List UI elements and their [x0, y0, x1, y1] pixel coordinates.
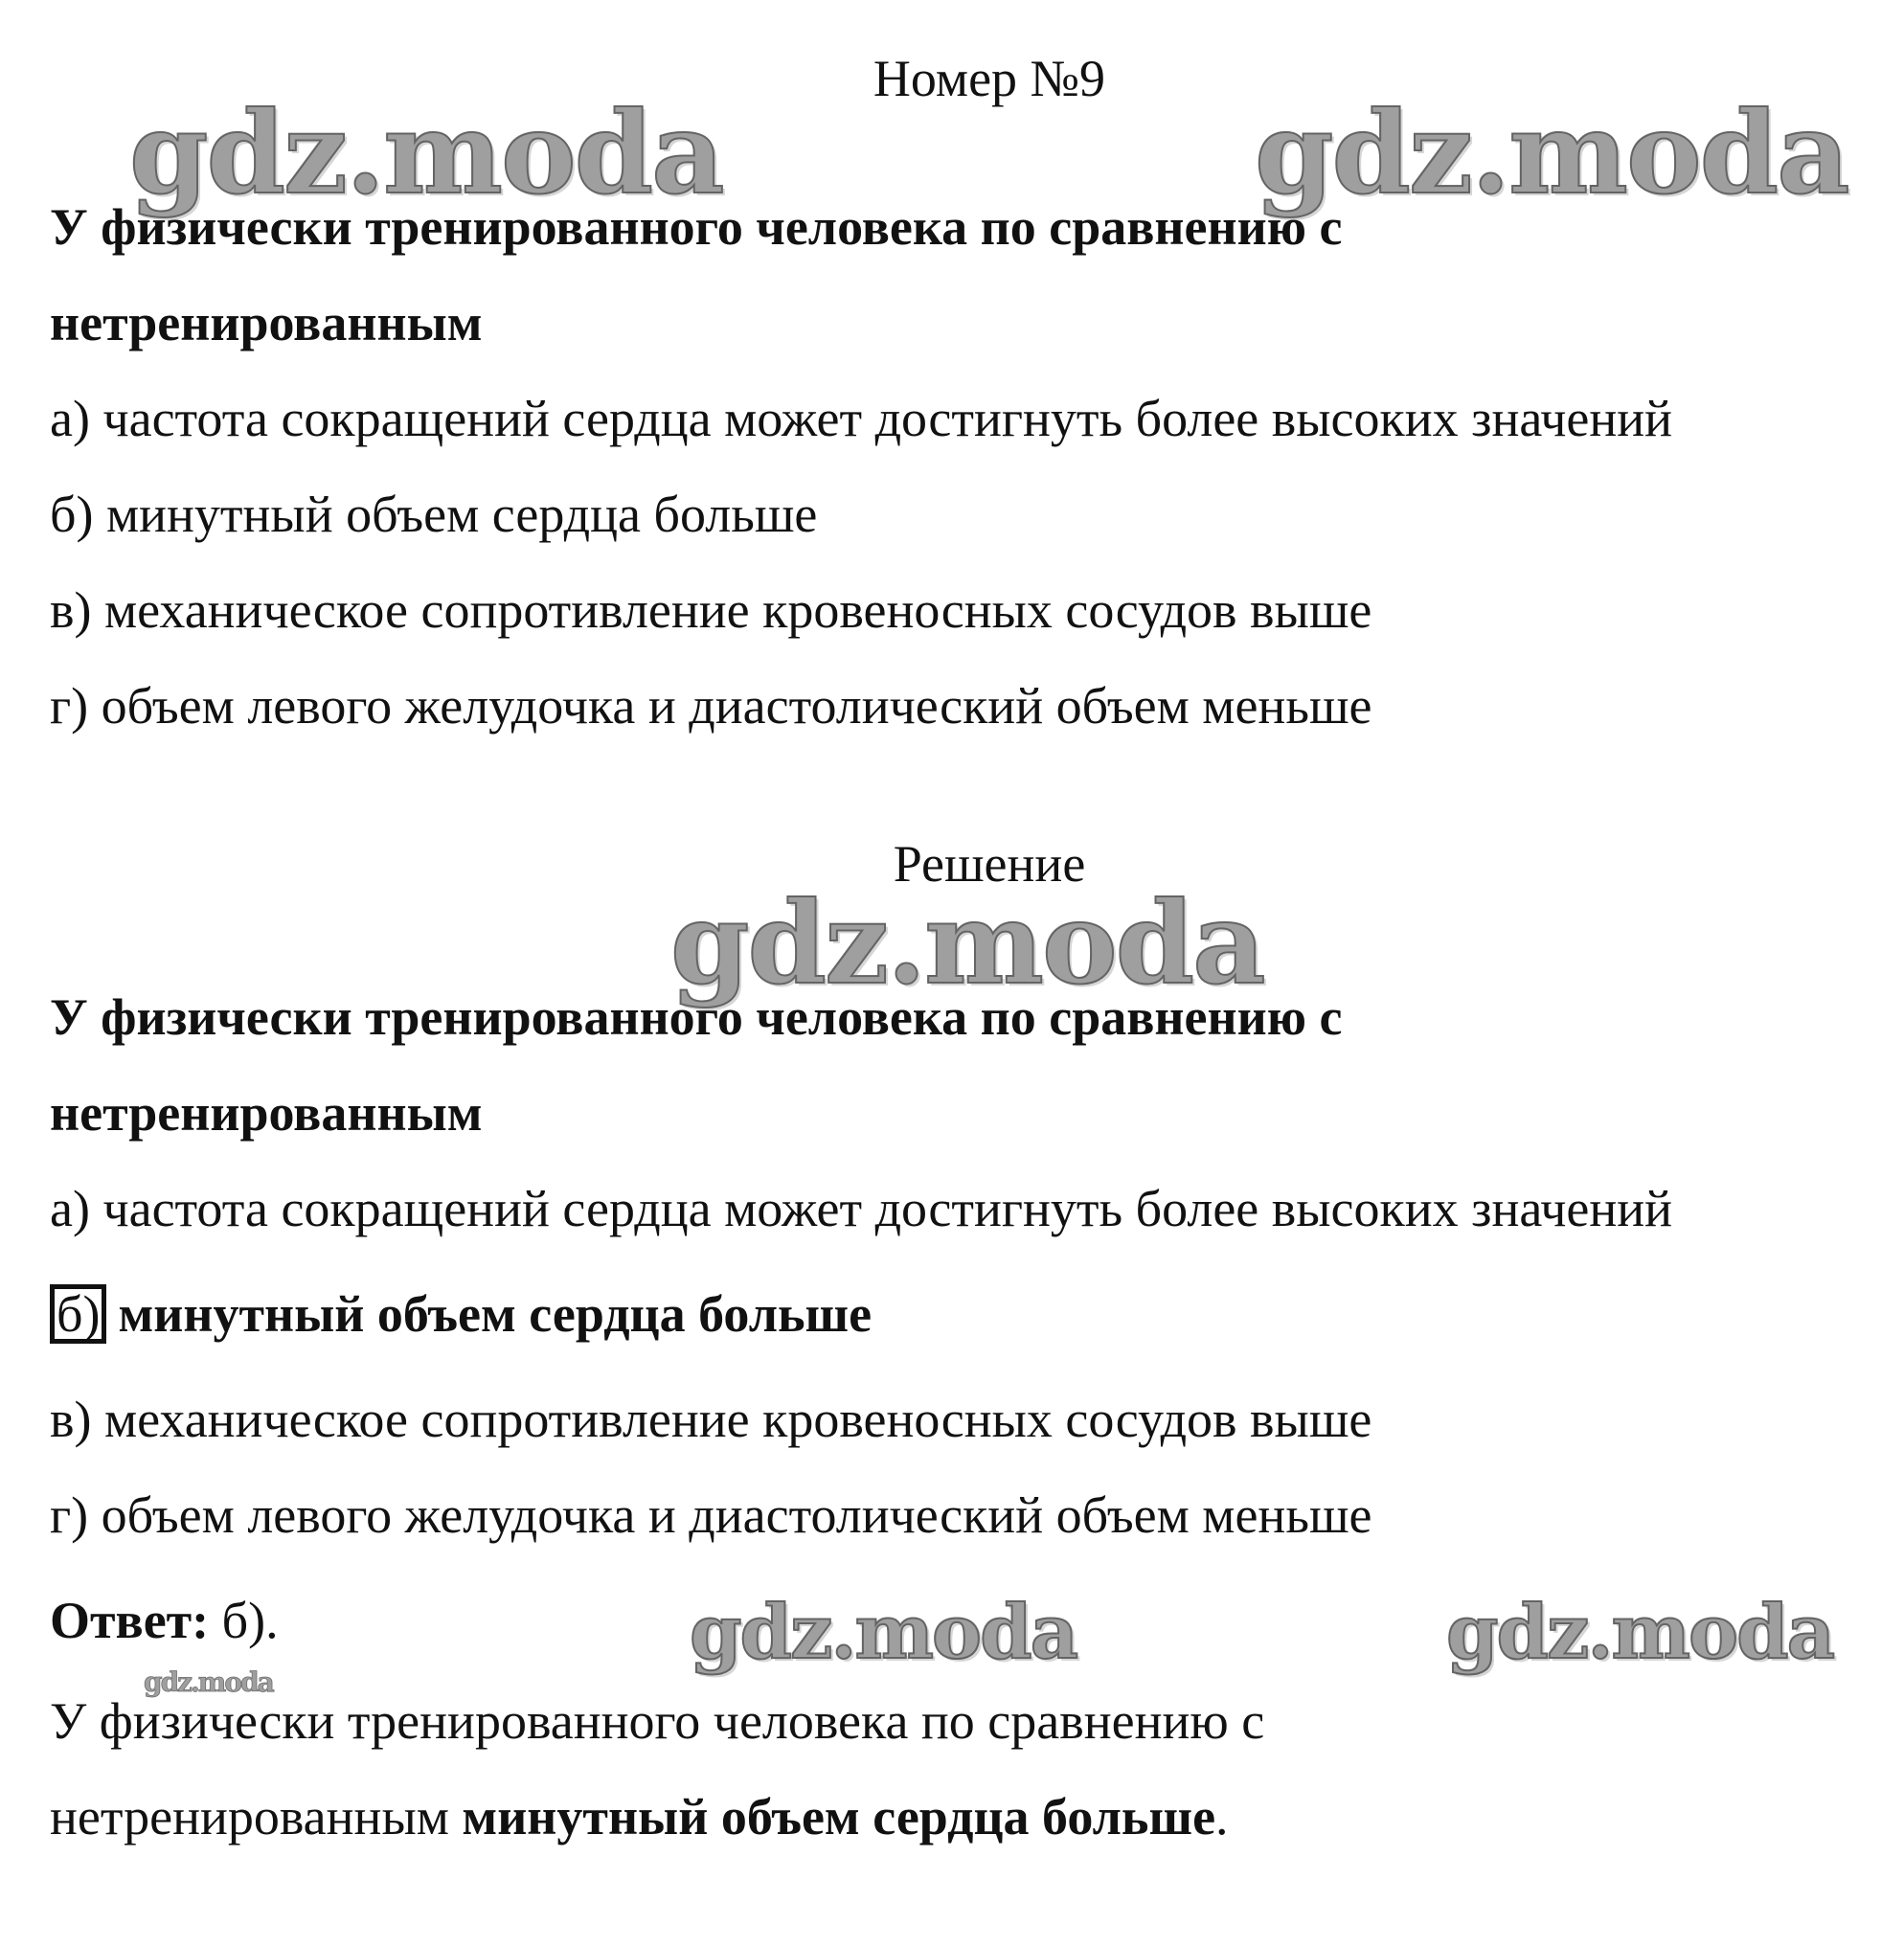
conclusion-period: . [1215, 1788, 1229, 1846]
conclusion-text: нетренированным [50, 1788, 463, 1846]
watermark: gdz.moda [670, 876, 1264, 1009]
selected-answer-text: минутный объем сердца больше [118, 1285, 873, 1343]
question-option-g: г) объем левого желудочка и диастолический объем меньше [50, 677, 1372, 735]
watermark: gdz.moda [1446, 1589, 1834, 1676]
page-title: Номер №9 [873, 50, 1106, 107]
solution-heading: У физически тренированного человека по сравнению с [50, 988, 1343, 1046]
question-heading: нетренированным [50, 294, 483, 351]
answer-line [50, 1590, 279, 1651]
answer-label: Ответ: [50, 1592, 210, 1649]
selected-answer-marker: б) [50, 1284, 106, 1344]
question-heading: У физически тренированного человека по сравнению с [50, 198, 1343, 256]
conclusion-emphasis: минутный объем сердца больше [462, 1788, 1216, 1846]
solution-option-a: а) частота сокращений сердца может достигнуть более высоких значений [50, 1180, 1673, 1237]
conclusion-line [50, 1786, 1229, 1847]
solution-option-v: в) механическое сопротивление кровеносных сосудов выше [50, 1391, 1372, 1448]
watermark: gdz.moda [690, 1589, 1077, 1676]
solution-heading: нетренированным [50, 1084, 483, 1142]
solution-option-b [50, 1283, 872, 1345]
question-option-a: а) частота сокращений сердца может достигнуть более высоких значений [50, 390, 1673, 447]
answer-value: б). [209, 1592, 279, 1649]
question-option-b: б) минутный объем сердца больше [50, 486, 818, 543]
solution-label: Решение [893, 835, 1086, 893]
watermark: gdz.moda [144, 1666, 273, 1698]
solution-option-g: г) объем левого желудочка и диастолический объем меньше [50, 1486, 1372, 1544]
question-option-v: в) механическое сопротивление кровеносных сосудов выше [50, 581, 1372, 639]
watermark: gdz.moda [1255, 86, 1848, 219]
watermark: gdz.moda [129, 86, 723, 219]
conclusion-line: У физически тренированного человека по сравнению с [50, 1692, 1265, 1750]
